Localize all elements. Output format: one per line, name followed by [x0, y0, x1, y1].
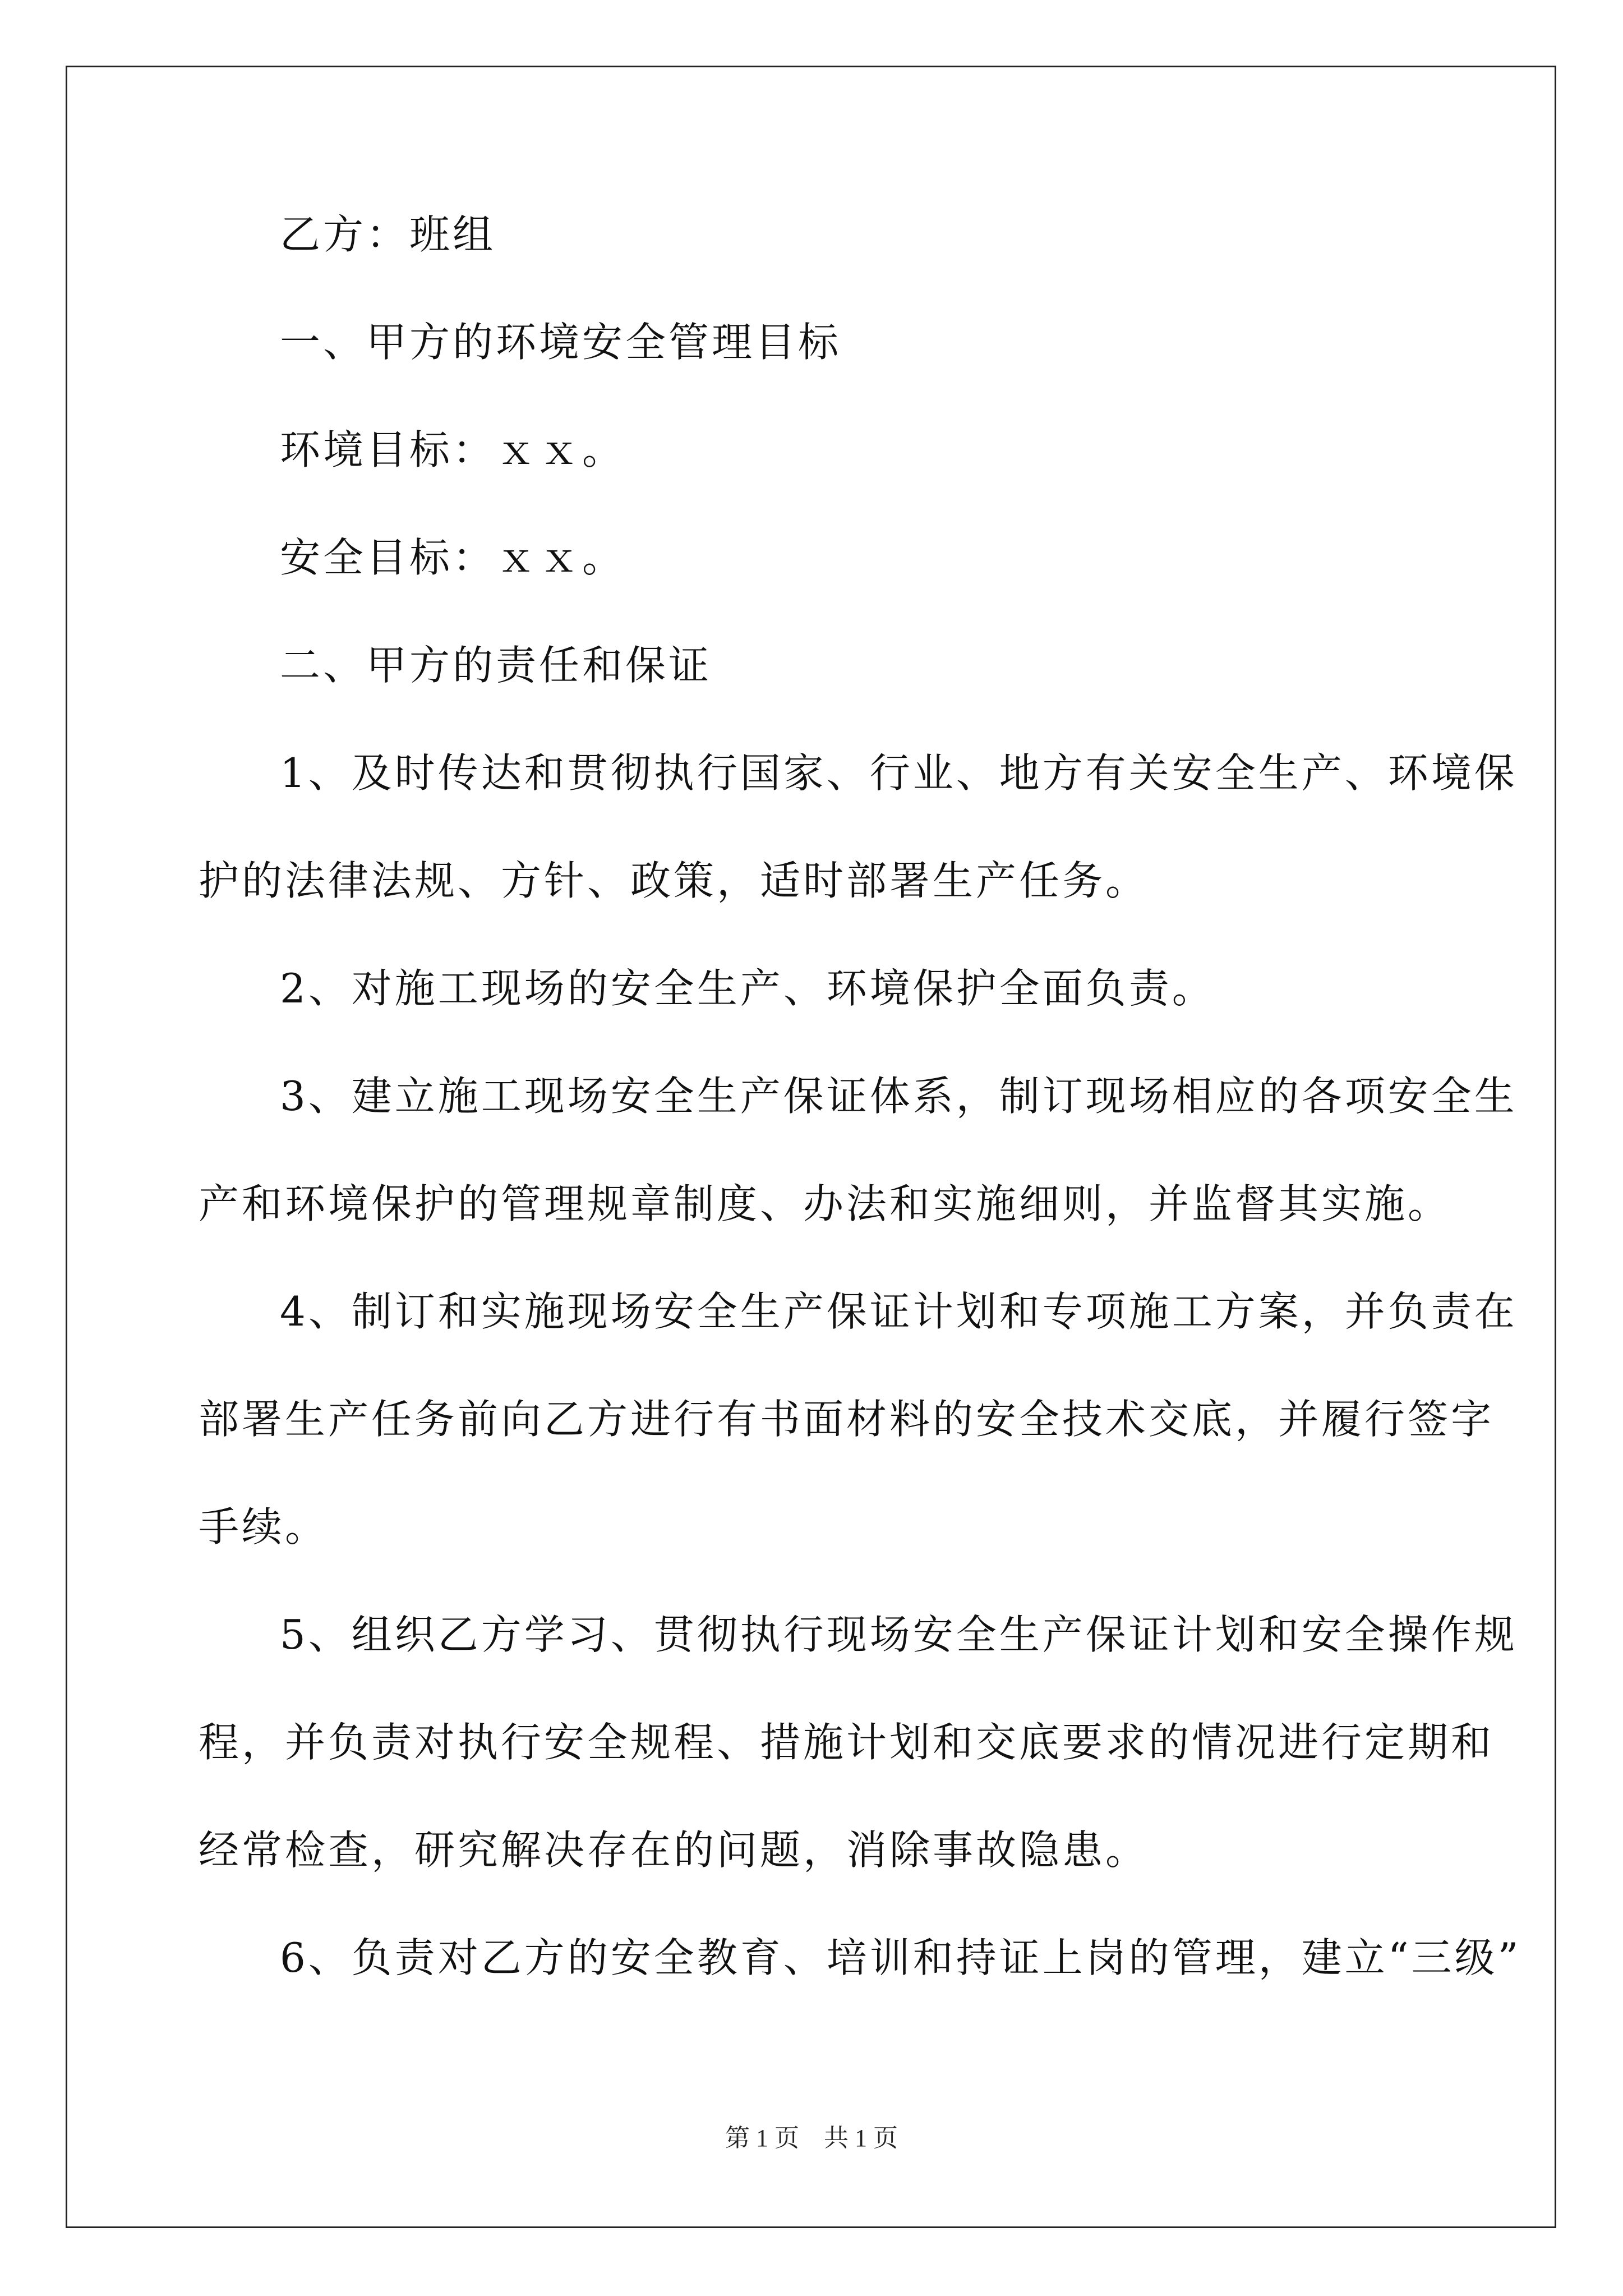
environment-target-line: 环境目标：ｘｘ。	[280, 426, 626, 473]
section-heading-2: 二、甲方的责任和保证	[280, 642, 712, 689]
item-5-line-1: 5、组织乙方学习、贯彻执行现场安全生产保证计划和安全操作规	[280, 1611, 1518, 1658]
party-b-line: 乙方：班组	[280, 211, 496, 258]
safety-target-line: 安全目标：ｘｘ。	[280, 534, 626, 581]
document-body	[199, 208, 1521, 1985]
item-4-line-1: 4、制订和实施现场安全生产保证计划和专项施工方案，并负责在	[280, 1288, 1518, 1335]
item-1-line-1: 1、及时传达和贯彻执行国家、行业、地方有关安全生产、环境保	[280, 749, 1518, 797]
item-6-line-1: 6、负责对乙方的安全教育、培训和持证上岗的管理，建立“三级”	[280, 1934, 1521, 1981]
page-number: 第 1 页 共 1 页	[725, 2124, 898, 2152]
item-4-line-3: 手续。	[199, 1503, 329, 1550]
section-heading-1: 一、甲方的环境安全管理目标	[280, 319, 842, 366]
item-5-line-2: 程，并负责对执行安全规程、措施计划和交底要求的情况进行定期和	[199, 1719, 1495, 1766]
item-3-line-1: 3、建立施工现场安全生产保证体系，制订现场相应的各项安全生	[280, 1073, 1518, 1120]
item-1-line-2: 护的法律法规、方针、政策，适时部署生产任务。	[199, 857, 1149, 904]
item-5-line-3: 经常检查，研究解决存在的问题，消除事故隐患。	[199, 1826, 1149, 1874]
item-3-line-2: 产和环境保护的管理规章制度、办法和实施细则，并监督其实施。	[199, 1180, 1451, 1227]
item-4-line-2: 部署生产任务前向乙方进行有书面材料的安全技术交底，并履行签字	[199, 1396, 1495, 1443]
item-2-line-1: 2、对施工现场的安全生产、环境保护全面负责。	[280, 965, 1215, 1012]
